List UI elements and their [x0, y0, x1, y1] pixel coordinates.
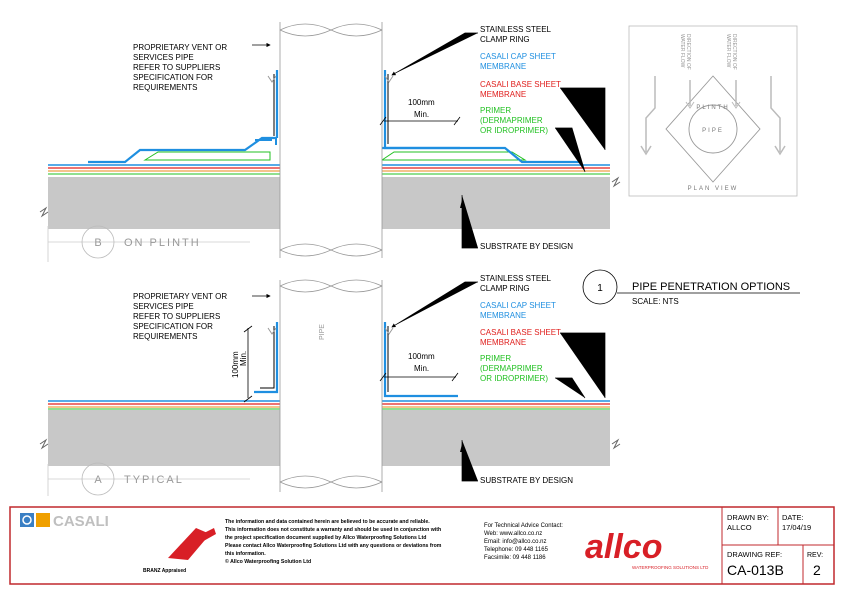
svg-text:OR IDROPRIMER): OR IDROPRIMER) — [480, 374, 548, 383]
base-sheet-label-b: CASALI BASE SHEET — [480, 80, 561, 89]
plan-view-title: PLAN VIEW — [687, 186, 739, 192]
svg-text:MEMBRANE: MEMBRANE — [480, 90, 527, 99]
svg-text:(DERMAPRIMER: (DERMAPRIMER — [480, 116, 543, 125]
svg-text:Please contact Allco Waterproo: Please contact Allco Waterproofing Solutions Ltd with any questions or deviations from — [225, 543, 442, 549]
pipe-b — [280, 20, 382, 260]
detail-a — [40, 274, 620, 496]
svg-text:this information.: this information. — [225, 551, 266, 557]
svg-text:CLAMP RING: CLAMP RING — [480, 284, 530, 293]
cap-upstand-right-b — [385, 70, 460, 148]
svg-text:MEMBRANE: MEMBRANE — [480, 338, 527, 347]
svg-text:This information does not cons: This information does not constitute a warranty and should be used in conjunction with — [225, 527, 442, 533]
svg-text:For Technical Advice Contact:: For Technical Advice Contact: — [484, 523, 563, 529]
detail-title-a: TYPICAL — [124, 474, 184, 486]
dimension-label: 100mm — [408, 98, 435, 107]
screed-lines-a — [48, 401, 610, 409]
svg-text:the project specification docu: the project specification document supplied by Allco Waterproofing Solutions Ltd — [225, 535, 427, 541]
drawn-by: ALLCO — [727, 523, 752, 532]
substrate-label-b: SUBSTRATE BY DESIGN — [480, 242, 574, 251]
break-line — [40, 208, 48, 216]
heading-scale: SCALE: NTS — [632, 297, 679, 306]
svg-text:CLAMP RING: CLAMP RING — [480, 35, 530, 44]
svg-text:BRANZ Appraised: BRANZ Appraised — [143, 568, 187, 574]
svg-text:(DERMAPRIMER: (DERMAPRIMER — [480, 364, 543, 373]
svg-text:allco: allco — [585, 528, 663, 566]
svg-text:Min.: Min. — [414, 364, 430, 373]
svg-text:WATER FLOW: WATER FLOW — [725, 34, 731, 68]
substrate-left-b — [48, 177, 280, 229]
svg-text:Min.: Min. — [414, 110, 430, 119]
base-sheet-label-a: CASALI BASE SHEET — [480, 328, 561, 337]
svg-text:PROPRIETARY VENT OR: PROPRIETARY VENT OR — [133, 292, 228, 301]
svg-text:OR IDROPRIMER): OR IDROPRIMER) — [480, 126, 548, 135]
clamp-label-b: STAINLESS STEEL — [480, 25, 551, 34]
svg-text:Telephone: 09 448 1165: Telephone: 09 448 1165 — [484, 547, 548, 553]
pipe-label: PIPE — [319, 324, 326, 340]
plinth-left — [145, 152, 270, 160]
substrate-right-a — [382, 410, 610, 466]
svg-text:SPECIFICATION FOR: SPECIFICATION FOR — [133, 73, 213, 82]
svg-text:DRAWN BY:: DRAWN BY: — [727, 513, 769, 522]
svg-text:PIPE: PIPE — [702, 128, 724, 134]
cap-sheet-label-a: CASALI CAP SHEET — [480, 301, 556, 310]
detail-b — [40, 20, 620, 262]
heading-title: PIPE PENETRATION OPTIONS — [632, 281, 791, 293]
svg-text:SERVICES PIPE: SERVICES PIPE — [133, 53, 194, 62]
substrate-label-a: SUBSTRATE BY DESIGN — [480, 476, 574, 485]
substrate-left-a — [48, 410, 280, 466]
svg-text:REQUIREMENTS: REQUIREMENTS — [133, 83, 198, 92]
clamp-label-a: STAINLESS STEEL — [480, 274, 551, 283]
svg-text:DIRECTION OF: DIRECTION OF — [685, 34, 691, 70]
svg-text:SERVICES PIPE: SERVICES PIPE — [133, 302, 194, 311]
svg-text:DRAWING REF:: DRAWING REF: — [727, 550, 783, 559]
break-line — [612, 178, 620, 186]
svg-text:The information and data conta: The information and data contained herein are believed to be accurate and reliable. — [225, 519, 430, 525]
svg-text:Min.: Min. — [239, 350, 248, 366]
svg-text:Email: info@allco.co.nz: Email: info@allco.co.nz — [484, 539, 547, 545]
svg-text:MEMBRANE: MEMBRANE — [480, 62, 527, 71]
svg-text:100mm: 100mm — [408, 352, 435, 361]
svg-text:A: A — [94, 474, 102, 486]
svg-text:CASALI: CASALI — [53, 513, 109, 530]
svg-text:REFER TO SUPPLIERS: REFER TO SUPPLIERS — [133, 312, 221, 321]
branz-logo — [143, 528, 216, 574]
svg-text:REQUIREMENTS: REQUIREMENTS — [133, 332, 198, 341]
svg-text:PLINTH: PLINTH — [696, 105, 730, 111]
svg-text:DATE:: DATE: — [782, 513, 804, 522]
plinth-right — [382, 152, 525, 160]
svg-text:MEMBRANE: MEMBRANE — [480, 311, 527, 320]
svg-text:REFER TO SUPPLIERS: REFER TO SUPPLIERS — [133, 63, 221, 72]
svg-text:1: 1 — [597, 283, 603, 294]
svg-text:B: B — [94, 237, 102, 249]
drawing-date: 17/04/19 — [782, 523, 812, 532]
cap-sheet-label-b: CASALI CAP SHEET — [480, 52, 556, 61]
primer-label-b: PRIMER — [480, 106, 512, 115]
svg-text:WATERPROOFING SOLUTIONS LTD: WATERPROOFING SOLUTIONS LTD — [632, 565, 709, 570]
detail-heading — [576, 270, 800, 306]
detail-title-b: ON PLINTH — [124, 237, 201, 249]
svg-text:WATER FLOW: WATER FLOW — [679, 34, 685, 68]
svg-text:DIRECTION OF: DIRECTION OF — [731, 34, 737, 70]
primer-label-a: PRIMER — [480, 354, 512, 363]
casali-logo — [20, 513, 109, 530]
allco-logo — [585, 528, 709, 570]
svg-text:Web: www.allco.co.nz: Web: www.allco.co.nz — [484, 531, 543, 537]
svg-text:REV:: REV: — [807, 552, 824, 559]
svg-text:100mm: 100mm — [231, 351, 240, 378]
svg-text:SPECIFICATION FOR: SPECIFICATION FOR — [133, 322, 213, 331]
drawing-ref: CA-013B — [727, 562, 784, 578]
title-block — [10, 507, 834, 584]
svg-text:© Allco Waterproofing Solution: © Allco Waterproofing Solution Ltd — [225, 559, 312, 565]
substrate-right-b — [382, 177, 610, 229]
plan-view — [629, 26, 797, 196]
svg-text:PROPRIETARY VENT OR: PROPRIETARY VENT OR — [133, 43, 228, 52]
pipe-a — [280, 280, 382, 492]
svg-text:Facsimile: 09 448 1186: Facsimile: 09 448 1186 — [484, 555, 546, 561]
revision: 2 — [813, 562, 821, 578]
